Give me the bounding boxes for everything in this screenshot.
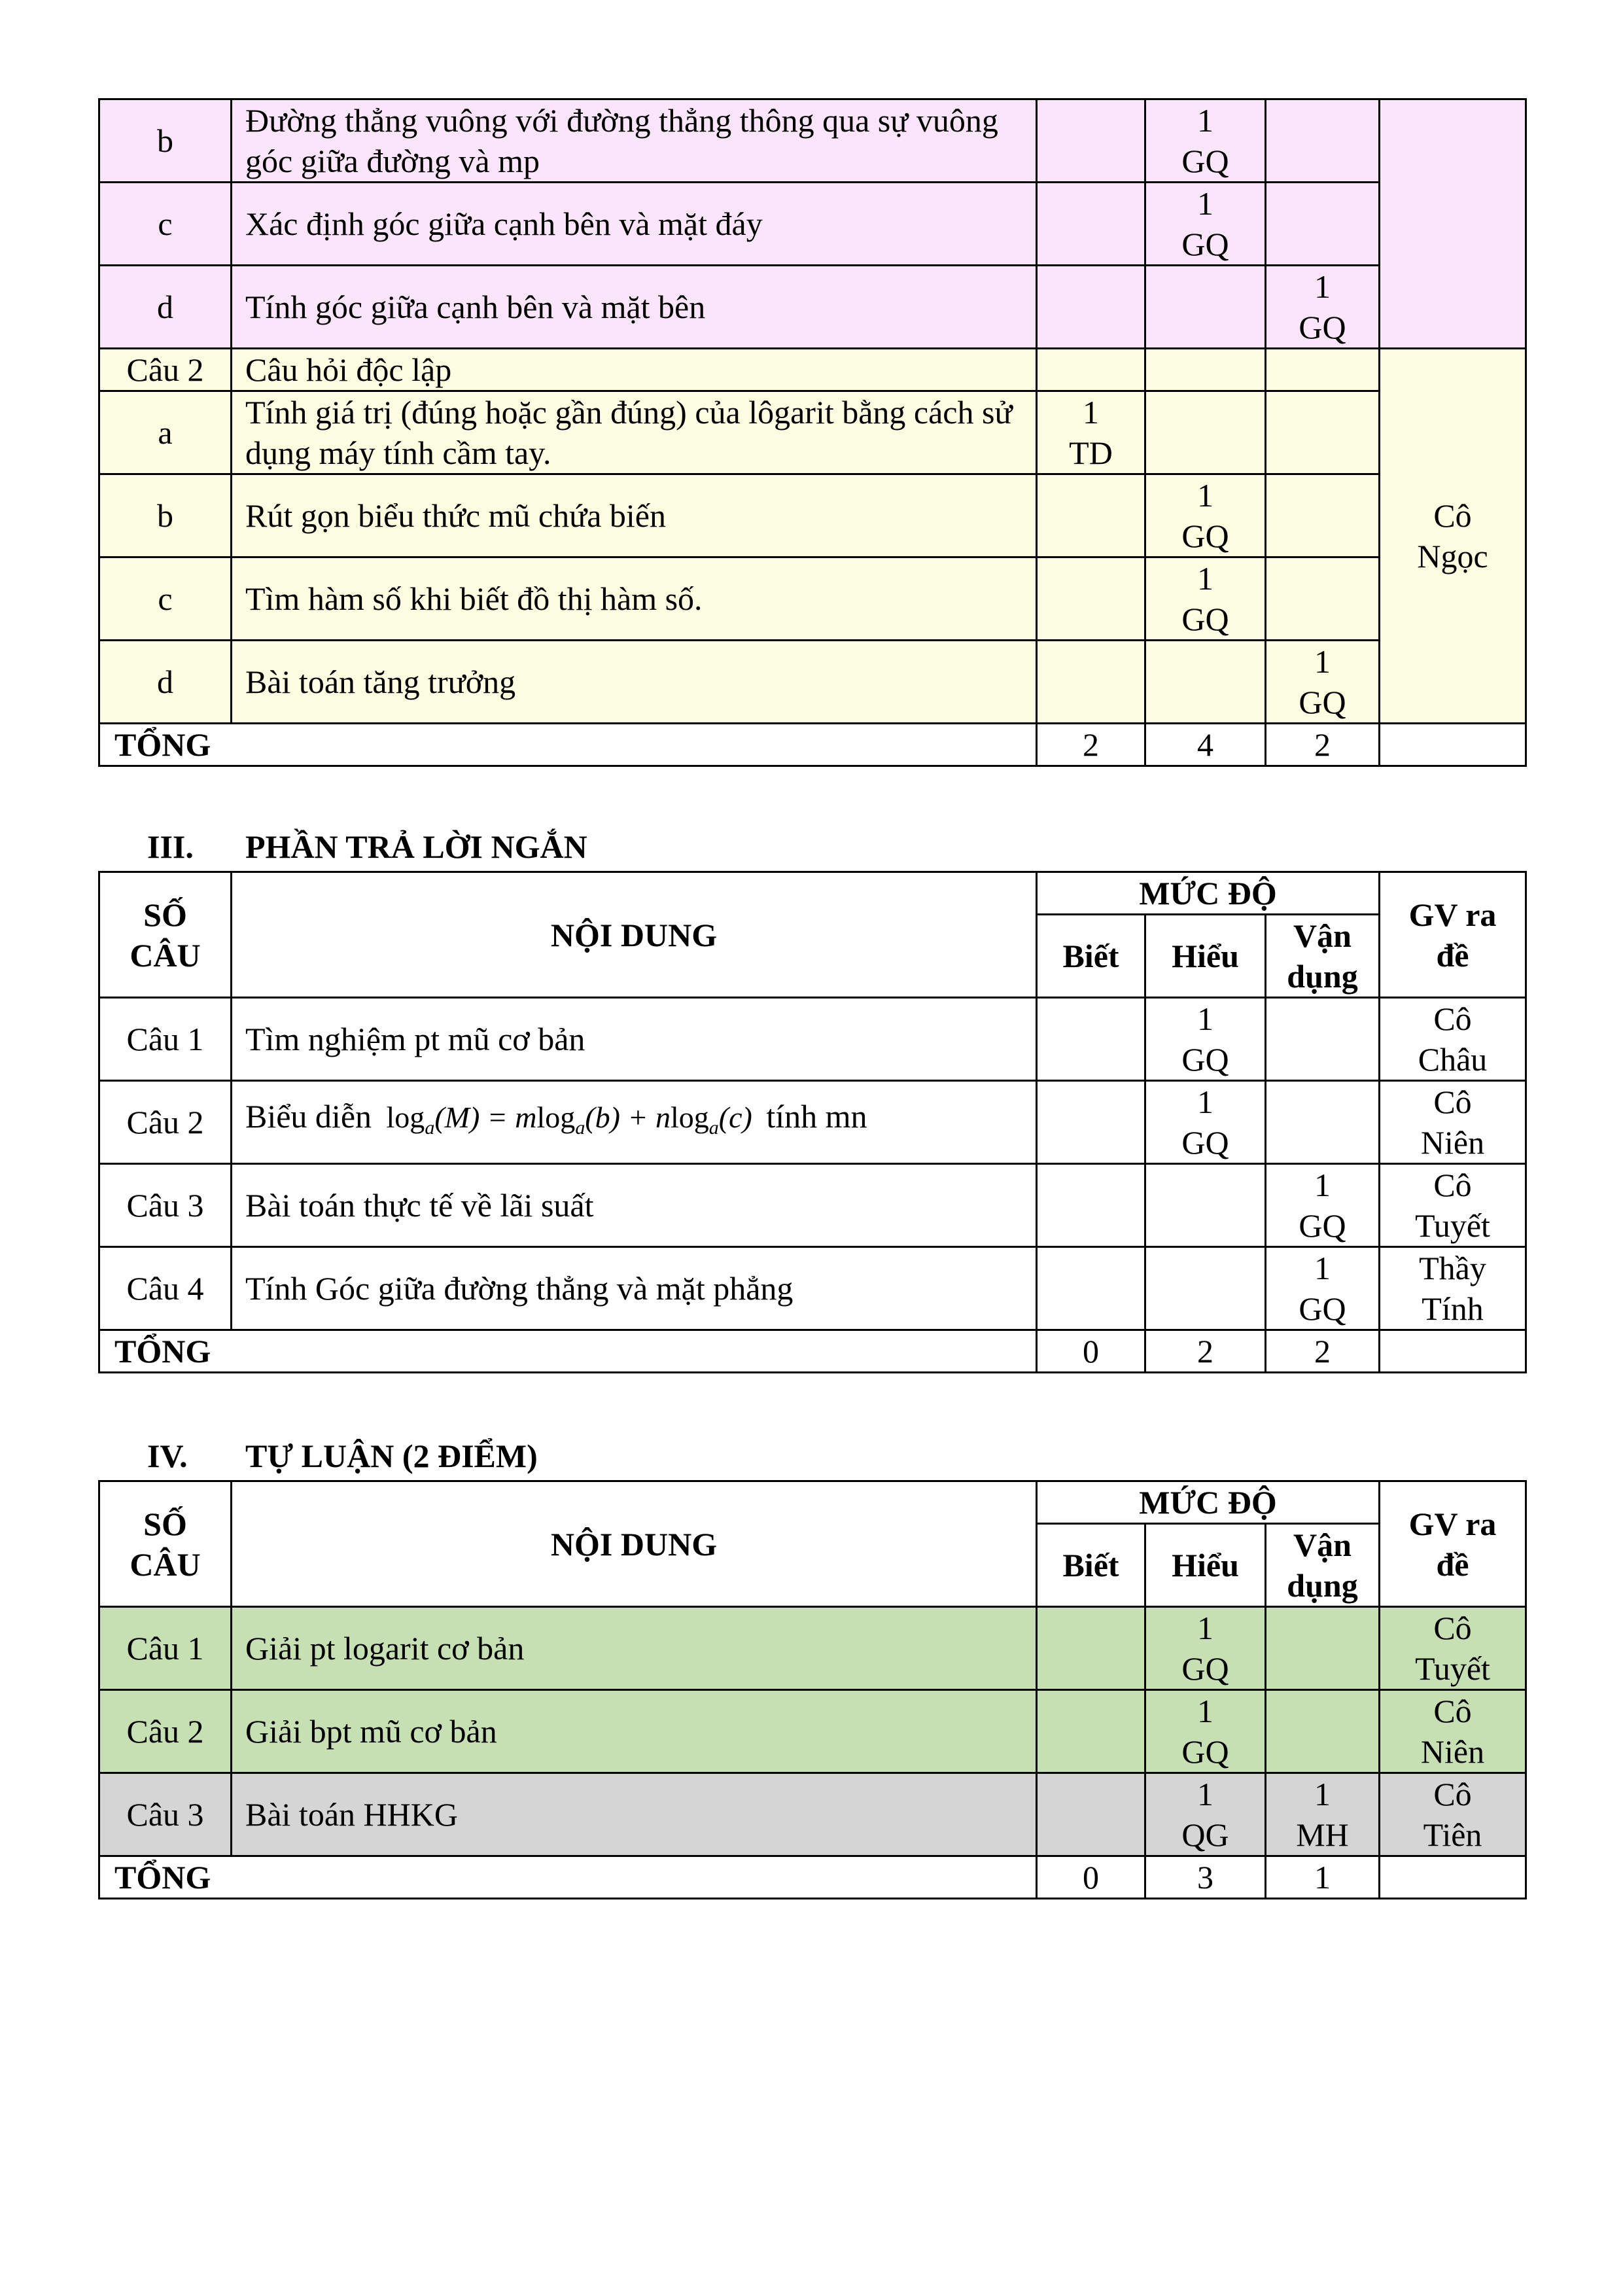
total-empty xyxy=(1380,1330,1526,1373)
vandung-cell: 1 GQ xyxy=(1266,1247,1380,1330)
row-content: Tìm hàm số khi biết đồ thị hàm số. xyxy=(232,557,1037,641)
row-label: b xyxy=(99,99,232,183)
row-content: Tính góc giữa cạnh bên và mặt bên xyxy=(232,266,1037,349)
row-label: Câu 3 xyxy=(99,1164,232,1247)
vandung-cell xyxy=(1266,557,1380,641)
header-hieu: Hiểu xyxy=(1145,915,1266,998)
vandung-cell xyxy=(1266,998,1380,1081)
section4-table xyxy=(98,1480,1527,1899)
biet-cell xyxy=(1037,1081,1145,1164)
total-biet: 2 xyxy=(1037,724,1145,766)
header-so-cau: SỐ CÂU xyxy=(99,872,232,998)
table-row xyxy=(99,998,1526,1081)
total-label: TỔNG xyxy=(99,1330,1037,1373)
row-content: Bài toán thực tế về lãi suất xyxy=(232,1164,1037,1247)
row-label: d xyxy=(99,266,232,349)
content-suffix: tính mn xyxy=(766,1097,867,1135)
total-hieu: 3 xyxy=(1145,1856,1266,1899)
vandung-cell: 1 MH xyxy=(1266,1773,1380,1856)
total-vandung: 2 xyxy=(1266,1330,1380,1373)
total-biet: 0 xyxy=(1037,1856,1145,1899)
hieu-cell: 1 GQ xyxy=(1145,474,1266,557)
section-number: III. xyxy=(147,828,194,865)
hieu-cell xyxy=(1145,1247,1266,1330)
vandung-cell xyxy=(1266,474,1380,557)
biet-cell xyxy=(1037,1247,1145,1330)
section3-heading xyxy=(147,826,587,867)
teacher-cell: Cô Tiên xyxy=(1380,1773,1526,1856)
table-row xyxy=(99,1607,1526,1690)
row-content: Rút gọn biểu thức mũ chứa biến xyxy=(232,474,1037,557)
row-content: Bài toán HHKG xyxy=(232,1773,1037,1856)
section-title: TỰ LUẬN (2 ĐIỂM) xyxy=(245,1438,538,1474)
table-row xyxy=(99,1690,1526,1773)
hieu-cell: 1 GQ xyxy=(1145,998,1266,1081)
biet-cell xyxy=(1037,557,1145,641)
row-content: Giải bpt mũ cơ bản xyxy=(232,1690,1037,1773)
row-content: Đường thẳng vuông với đường thẳng thông qua sự vuông góc giữa đường và mp xyxy=(232,99,1037,183)
table-row xyxy=(99,99,1526,183)
biet-cell xyxy=(1037,641,1145,724)
teacher-cell: Cô Tuyết xyxy=(1380,1607,1526,1690)
total-empty xyxy=(1380,724,1526,766)
header-so-cau: SỐ CÂU xyxy=(99,1481,232,1607)
teacher-cell: Cô Niên xyxy=(1380,1081,1526,1164)
header-muc-do: MỨC ĐỘ xyxy=(1037,872,1380,915)
teacher-cell: Cô Niên xyxy=(1380,1690,1526,1773)
table-row xyxy=(99,474,1526,557)
vandung-cell: 1 GQ xyxy=(1266,1164,1380,1247)
row-content: Xác định góc giữa cạnh bên và mặt đáy xyxy=(232,183,1037,266)
row-content: Tính giá trị (đúng hoặc gần đúng) của lôgarit bằng cách sử dụng máy tính cầm tay. xyxy=(232,391,1037,474)
hieu-cell: 1 GQ xyxy=(1145,1690,1266,1773)
total-hieu: 4 xyxy=(1145,724,1266,766)
row-label: d xyxy=(99,641,232,724)
vandung-cell xyxy=(1266,1081,1380,1164)
biet-cell xyxy=(1037,1773,1145,1856)
total-vandung: 1 xyxy=(1266,1856,1380,1899)
row-content: Tìm nghiệm pt mũ cơ bản xyxy=(232,998,1037,1081)
header-row xyxy=(99,1481,1526,1524)
hieu-cell: 1 GQ xyxy=(1145,99,1266,183)
row-content xyxy=(232,1081,1037,1164)
header-noi-dung: NỘI DUNG xyxy=(232,1481,1037,1607)
header-gv: GV ra đề xyxy=(1380,872,1526,998)
section3-table xyxy=(98,871,1527,1373)
header-muc-do: MỨC ĐỘ xyxy=(1037,1481,1380,1524)
hieu-cell xyxy=(1145,391,1266,474)
hieu-cell xyxy=(1145,641,1266,724)
row-label: c xyxy=(99,183,232,266)
total-empty xyxy=(1380,1856,1526,1899)
total-biet: 0 xyxy=(1037,1330,1145,1373)
teacher-cell: Cô Châu xyxy=(1380,998,1526,1081)
table-row xyxy=(99,183,1526,266)
biet-cell: 1 TD xyxy=(1037,391,1145,474)
row-content: Giải pt logarit cơ bản xyxy=(232,1607,1037,1690)
biet-cell xyxy=(1037,183,1145,266)
content-prefix: Biểu diễn xyxy=(245,1097,372,1135)
vandung-cell xyxy=(1266,1607,1380,1690)
teacher-cell xyxy=(1380,99,1526,349)
formula: $\log_a(M) = mlog_a(b) + nlog_a(c)$ xyxy=(386,1100,760,1139)
hieu-cell: 1 GQ xyxy=(1145,1607,1266,1690)
section2-table xyxy=(98,98,1527,767)
total-row xyxy=(99,1856,1526,1899)
header-biet: Biết xyxy=(1037,1524,1145,1607)
section-title: PHẦN TRẢ LỜI NGẮN xyxy=(245,828,587,865)
total-label: TỔNG xyxy=(99,1856,1037,1899)
biet-cell xyxy=(1037,1164,1145,1247)
hieu-cell: 1 GQ xyxy=(1145,1081,1266,1164)
section-number: IV. xyxy=(147,1438,188,1474)
biet-cell xyxy=(1037,266,1145,349)
header-biet: Biết xyxy=(1037,915,1145,998)
vandung-cell xyxy=(1266,1690,1380,1773)
hieu-cell xyxy=(1145,266,1266,349)
total-row xyxy=(99,724,1526,766)
vandung-cell xyxy=(1266,183,1380,266)
row-label: c xyxy=(99,557,232,641)
teacher-cell: Thầy Tính xyxy=(1380,1247,1526,1330)
biet-cell xyxy=(1037,474,1145,557)
hieu-cell: 1 QG xyxy=(1145,1773,1266,1856)
total-label: TỔNG xyxy=(99,724,1037,766)
row-label: Câu 2 xyxy=(99,1081,232,1164)
hieu-cell: 1 GQ xyxy=(1145,183,1266,266)
hieu-cell: 1 GQ xyxy=(1145,557,1266,641)
header-gv: GV ra đề xyxy=(1380,1481,1526,1607)
row-label: Câu 2 xyxy=(99,1690,232,1773)
row-label: Câu 4 xyxy=(99,1247,232,1330)
biet-cell xyxy=(1037,349,1145,391)
row-label: a xyxy=(99,391,232,474)
row-content: Tính Góc giữa đường thẳng và mặt phẳng xyxy=(232,1247,1037,1330)
row-label: Câu 1 xyxy=(99,1607,232,1690)
section4-heading xyxy=(147,1436,538,1476)
vandung-cell: 1 GQ xyxy=(1266,266,1380,349)
table-row xyxy=(99,641,1526,724)
teacher-cell: Cô Ngọc xyxy=(1380,349,1526,724)
biet-cell xyxy=(1037,1690,1145,1773)
vandung-cell xyxy=(1266,99,1380,183)
table-row xyxy=(99,1081,1526,1164)
total-hieu: 2 xyxy=(1145,1330,1266,1373)
biet-cell xyxy=(1037,99,1145,183)
header-vandung: Vận dụng xyxy=(1266,915,1380,998)
biet-cell xyxy=(1037,998,1145,1081)
vandung-cell: 1 GQ xyxy=(1266,641,1380,724)
header-row xyxy=(99,872,1526,915)
hieu-cell xyxy=(1145,1164,1266,1247)
header-hieu: Hiểu xyxy=(1145,1524,1266,1607)
row-label: b xyxy=(99,474,232,557)
row-label: Câu 2 xyxy=(99,349,232,391)
biet-cell xyxy=(1037,1607,1145,1690)
row-label: Câu 3 xyxy=(99,1773,232,1856)
row-label: Câu 1 xyxy=(99,998,232,1081)
row-content: Bài toán tăng trưởng xyxy=(232,641,1037,724)
table-row xyxy=(99,1773,1526,1856)
hieu-cell xyxy=(1145,349,1266,391)
table-row xyxy=(99,1247,1526,1330)
header-noi-dung: NỘI DUNG xyxy=(232,872,1037,998)
table-row xyxy=(99,1164,1526,1247)
table-row xyxy=(99,349,1526,391)
vandung-cell xyxy=(1266,349,1380,391)
table-row xyxy=(99,266,1526,349)
table-row xyxy=(99,391,1526,474)
vandung-cell xyxy=(1266,391,1380,474)
table-row xyxy=(99,557,1526,641)
row-content: Câu hỏi độc lập xyxy=(232,349,1037,391)
teacher-cell: Cô Tuyết xyxy=(1380,1164,1526,1247)
total-vandung: 2 xyxy=(1266,724,1380,766)
header-vandung: Vận dụng xyxy=(1266,1524,1380,1607)
total-row xyxy=(99,1330,1526,1373)
